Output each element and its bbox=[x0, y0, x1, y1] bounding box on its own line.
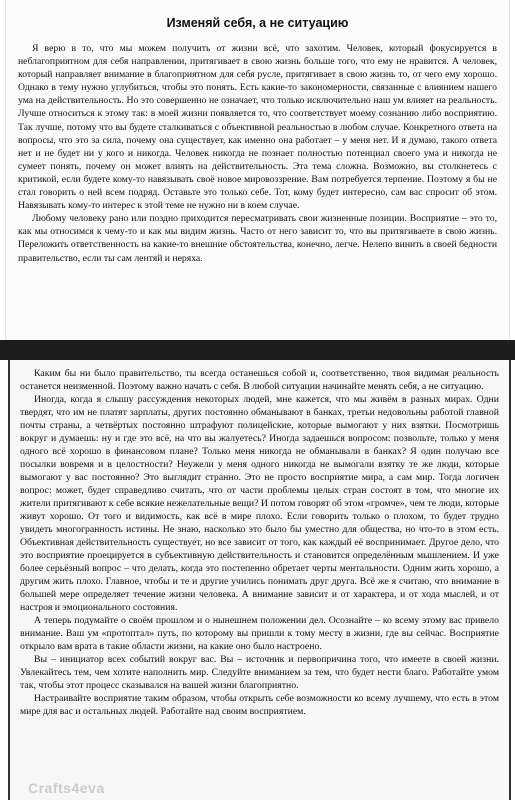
top-text-block bbox=[18, 42, 497, 265]
paragraph: Иногда, когда я слышу рассуждения некоторых людей, мне кажется, что мы живём в разных мирах. Одни твердят, что им не платят зарплаты, других постоянно обманывают в банках, третьи недовольны работой главной почты страны, а четвёртых постоянно штрафуют полицейские, которые вымогают у них взятки. Посмотришь вокруг и думаешь: ну и где это всё, на что вы жалуетесь? Иногда задаешься вопросом: позвольте, только у меня одного всё хорошо в финансовом плане? Только меня никогда не обманывали в банках? Я один получаю все посылки вовремя и в целостности? Неужели у меня одного никогда не вымогали взятку те же люди, которые вымогают у вас постоянно? Это выглядит странно. Это не просто восприятие мира, а сам мир. Тогда логичен вопрос: может, будет справедливо считать, что от части проблемы целых стран состоят в том, что многие их жители притягивают к себе всякие нежелательные вещи? И потом говорят об этом «громче», чем те люди, которые живут хорошо. От того и видимость, как всё в мире плохо. Если говорить только о плохом, то будет трудно увидеть многогранность истины. Не знаю, насколько это было бы уместно для общества, но что-то в этом есть. Объективная действительность существует, но все зависит от того, как каждый её воспринимает. Другое дело, что это восприятие проецируется в субъективную действительность и становится определённым мышлением. И уже более серьёзный вопрос – что делать, когда это постепенно обретает черты ментальности. Одним жить хорошо, а другим жить плохо. Главное, чтобы и те и другие учились понимать друг друга. Всё же я считаю, что внимание в большей мере определяет течение жизни человека. А внимание зависит и от характера, и от хода мыслей, и от настроя и эмоционального состояния. bbox=[20, 394, 499, 613]
top-sheet bbox=[6, 0, 509, 340]
paragraph: Любому человеку рано или поздно приходится пересматривать свои жизненные позиции. Восприятие – это то, как мы относимся к чему-то и как мы видим жизнь. Часто от него зависит то, что вы притягиваете в свою жизнь. Переложить ответственность на какие-то внешние обстоятельства, конечно, легче. Нелепо винить в своей бедности правительство, если ты сам лентяй и неряха. bbox=[18, 213, 497, 264]
paragraph: Настраивайте восприятие таким образом, чтобы открыть себе возможности ко всему лучшему, что есть в этом мире для вас и остальных людей. Работайте над своим восприятием. bbox=[20, 693, 499, 717]
watermark: Crafts4eva bbox=[28, 780, 105, 796]
paragraph: А теперь подумайте о своём прошлом и о нынешнем положении дел. Осознайте – ко всему этому вас привело внимание. Ваш ум «протоптал» путь, по которому вы пришли к тому месту в жизни, где вы сейчас. Восприятие открыло вам врата в такие области жизни, на какие оно было настроено. bbox=[20, 615, 499, 652]
bottom-sheet bbox=[8, 360, 511, 800]
paragraph: Я верю в то, что мы можем получить от жизни всё, что захотим. Человек, который фокусируется в неблагоприятном для себя направлении, притягивает в свою жизнь больше того, что ему не нравится. А человек, который направляет внимание в благоприятном для себя русле, притягивает в свою жизнь то, от чего ему хорошо. Однако в тему нужно углубиться, чтобы это понять. Есть какие-то закономерности, связанные с влиянием нашего ума на действительность. Но это совершенно не означает, что только исключительно наш ум влияет на реальность. Лучше относиться к этому так: в моей жизни появляется то, что соответствует моему сознанию либо восприятию. Так лучше, потому что вы будете сталкиваться с объективной реальностью в любом случае. Конкретного ответа на вопросы, что это за сила, почему она существует, как именно она работает – у меня нет. И я думаю, такого ответа нет и не будет ни у кого и никогда. Человек никогда не познает полностью потенциал своего ума и никогда не сумеет понять, почему он может влиять на действительность. Эта тема сложна. Возможно, вы столкнетесь с критикой, если будете кому-то навязывать своё новое мировоззрение. Вам потребуется терпение. Поэтому я бы не стал говорить о ней всем подряд. Оставьте это только себе. Тот, кому будет интересно, сам вас спросит об этом. Навязывать кому-то интерес к этой теме не нужно ни в коем случае. bbox=[18, 43, 497, 212]
sheet-divider bbox=[0, 340, 515, 360]
bottom-text-block bbox=[20, 367, 499, 718]
paragraph: Вы – инициатор всех событий вокруг вас. Вы – источник и первопричина того, что имеете в своей жизни. Увлекайтесь тем, чем хотите наполнить мир. Следуйте вниманием за тем, что будет нести благо. Работайте умом так, чтобы этот процесс сказывался на вашей жизни благоприятно. bbox=[20, 654, 499, 691]
paragraph: Каким бы ни было правительство, ты всегда останешься собой и, соответственно, твоя видимая реальность останется неизменной. Поэтому важно начать с себя. В любой ситуации начинайте менять себя, а не ситуацию. bbox=[20, 368, 499, 392]
document-title: Изменяй себя, а не ситуацию bbox=[166, 16, 349, 30]
